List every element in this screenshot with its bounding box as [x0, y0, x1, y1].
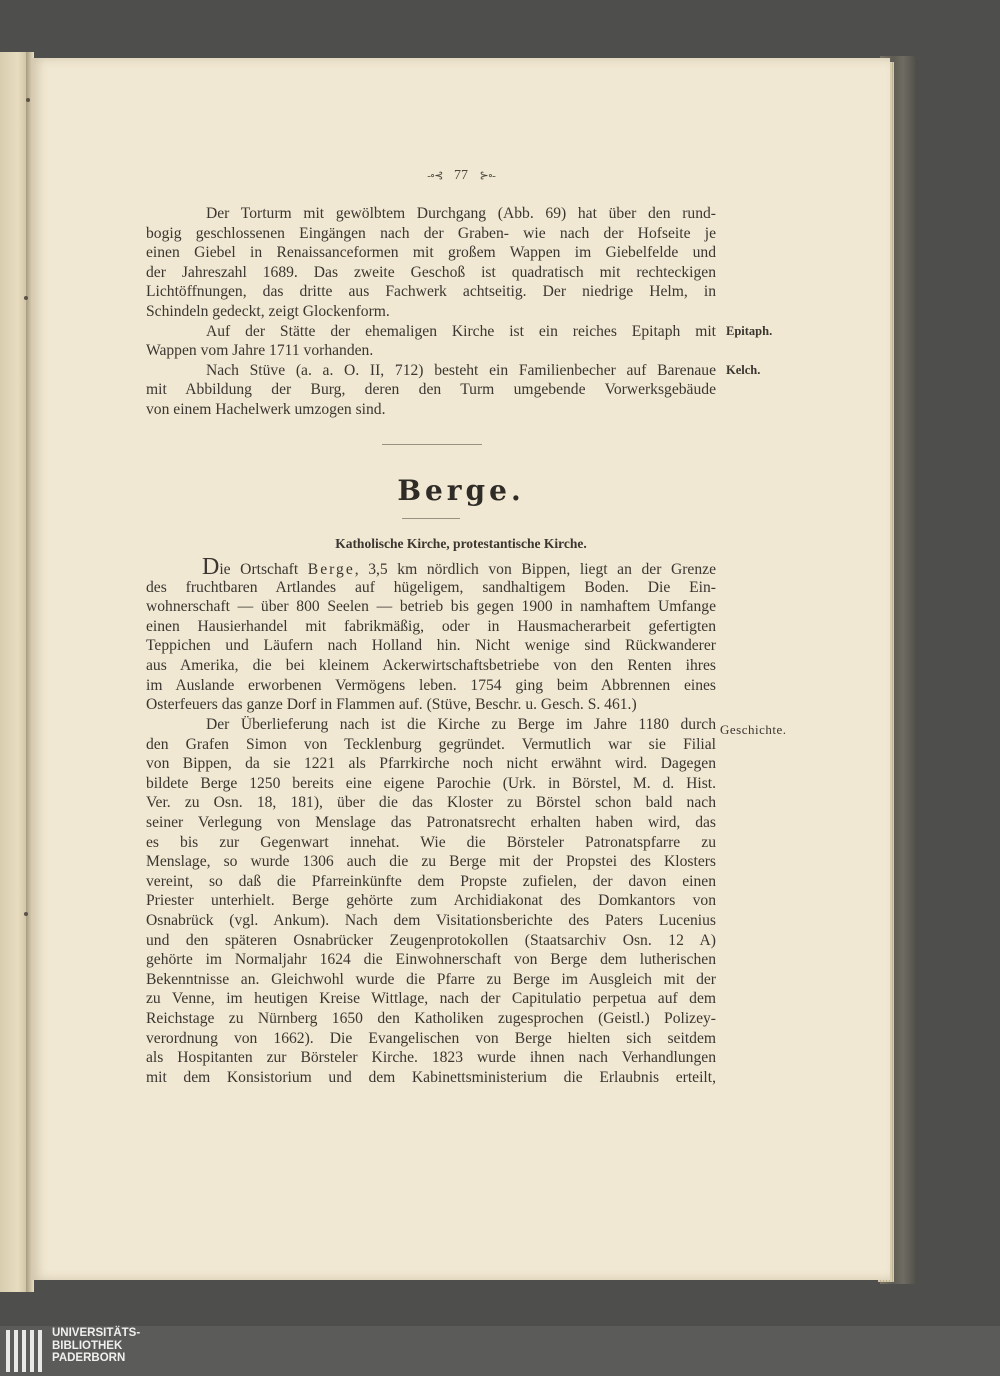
- text-line: bogig geschlossenen Eingängen nach der Graben- wie nach der Hofseite je: [146, 224, 716, 242]
- text-fragment: , 3,5 km nördlich von Bippen, liegt an der Grenze: [354, 561, 716, 578]
- text-line: wohnerschaft — über 800 Seelen — betrieb bis gegen 1900 in namhaftem Umfange: [146, 598, 716, 616]
- text-line: Schindeln gedeckt, zeigt Glockenform.: [146, 302, 390, 320]
- text-line: Ver. zu Osn. 18, 181), über die das Kloster zu Börstel schon bald nach: [146, 794, 716, 812]
- paragraph-torturm: [146, 204, 716, 420]
- book-page: [32, 58, 890, 1280]
- ornament-right: ⊱∘-: [479, 170, 495, 182]
- text-line: des fruchtbaren Artlandes auf hügeligem, sandhaltigem Boden. Die Ein-: [146, 578, 716, 596]
- section-heading: Berge.: [397, 474, 525, 507]
- text-line: einen Giebel in Renaissanceformen mit großem Wappen im Giebelfelde und: [146, 244, 716, 262]
- text-line: vereint, so daß die Pfarreinkünfte dem Propste zufielen, der davon einen: [146, 872, 716, 890]
- text-line: bildete Berge 1250 bereits eine eigene Parochie (Urk. in Börstel, M. d. Hist.: [146, 774, 716, 792]
- paragraph-ueberlieferung: [146, 715, 716, 1087]
- text-line: Osnabrück (vgl. Ankum). Nach dem Visitationsberichte des Paters Lucenius: [146, 911, 716, 929]
- text-line: Wappen vom Jahre 1711 vorhanden.: [146, 342, 374, 360]
- text-line: es bis zur Gegenwart innehat. Wie die Börsteler Patronatspfarre zu: [146, 833, 716, 851]
- page-number-value: 77: [454, 168, 468, 183]
- text-line: von einem Hachelwerk umzogen sind.: [146, 400, 386, 418]
- library-name-line: UNIVERSITÄTS-: [52, 1327, 141, 1339]
- text-line: von Bippen, da sie 1221 als Pfarrkirche noch nicht erwähnt wird. Dagegen: [146, 755, 716, 773]
- margin-note-kelch: Kelch.: [726, 363, 761, 377]
- text-line: den Grafen Simon von Tecklenburg gegründet. Vermutlich war sie Filial: [146, 735, 716, 753]
- library-name-line: PADERBORN: [52, 1352, 126, 1364]
- text-line: Lichtöffnungen, das dritte aus Fachwerk achtseitig. Der niedrige Helm, in: [146, 283, 716, 301]
- margin-note-geschichte: Geschichte.: [720, 722, 787, 737]
- drop-cap: D: [202, 558, 220, 578]
- paragraph-ortschaft: [146, 558, 716, 715]
- text-line: als Hospitanten zur Börsteler Kirche. 1823 wurde ihnen nach Verhandlungen: [146, 1049, 716, 1067]
- library-name-line: BIBLIOTHEK: [52, 1339, 123, 1352]
- heading-underline: [402, 518, 460, 519]
- library-logo-icon: [6, 1330, 46, 1372]
- text-line: Teppichen und Läufern nach Holland hin. Nicht wenige sind Rückwanderer: [146, 637, 716, 655]
- text-line: Osterfeuers das ganze Dorf in Flammen auf. (Stüve, Beschr. u. Gesch. S. 461.): [146, 696, 637, 714]
- text-line: und den späteren Osnabrücker Zeugenprotokollen (Staatsarchiv Osn. 12 A): [146, 931, 716, 949]
- text-line: Auf der Stätte der ehemaligen Kirche ist ein reiches Epitaph mit: [206, 322, 716, 340]
- text-line: aus Amerika, die bei kleinem Ackerwirtschaftsbetriebe von den Renten ihres: [146, 656, 716, 674]
- text-line: seiner Verlegung von Menslage das Patronatsrecht erhalten haben wird, das: [146, 813, 716, 831]
- margin-note-epitaph: Epitaph.: [726, 324, 773, 338]
- text-line: gehörte im Normaljahr 1624 die Einwohnerschaft von Berge dem lutherischen: [146, 951, 716, 969]
- text-line: Der Überlieferung nach ist die Kirche zu Berge im Jahre 1180 durch: [206, 716, 716, 733]
- text-line: zu Venne, im heutigen Kreise Wittlage, nach der Capitulatio perpetua auf dem: [146, 990, 716, 1008]
- text-line: Priester unterhielt. Berge gehörte zum Archidiakonat des Domkantors von: [146, 892, 716, 910]
- text-line: mit dem Konsistorium und dem Kabinettsministerium die Erlaubnis erteilt,: [146, 1068, 716, 1086]
- text-line: Nach Stüve (a. a. O. II, 712) besteht ein Familienbecher auf Barenaue: [206, 361, 716, 379]
- text-line: mit Abbildung der Burg, deren den Turm umgebende Vorwerksgebäude: [146, 381, 716, 399]
- page-number: [32, 168, 890, 184]
- ornament-left: -∘⊰: [427, 170, 443, 182]
- library-footer-bar: [0, 1326, 1000, 1376]
- text-line: Der Torturm mit gewölbtem Durchgang (Abb. 69) hat über den rund-: [206, 205, 716, 222]
- text-line: im Auslande erworbenen Vermögens leben. 1754 ging beim Abbrennen eines: [146, 676, 716, 694]
- library-name: [52, 1327, 140, 1365]
- text-line: einen Hausierhandel mit fabrikmäßig, oder in Hausmacherarbeit gefertigten: [146, 617, 716, 635]
- section-subheading: Katholische Kirche, protestantische Kirche.: [335, 536, 587, 551]
- left-margin-speck: [24, 296, 28, 300]
- text-line-first: [146, 558, 716, 578]
- left-margin-speck: [24, 912, 28, 916]
- section-divider-top: [382, 444, 482, 445]
- spaced-name: Berge: [307, 561, 355, 578]
- text-fragment: ie Ortschaft: [219, 561, 299, 578]
- speck-mark: [26, 98, 30, 102]
- text-line: der Jahreszahl 1689. Das zweite Geschoß ist quadratisch mit rechteckigen: [146, 263, 716, 281]
- text-line: Bekenntnisse an. Gleichwohl wurde die Pfarre zu Berge im Ausgleich mit der: [146, 970, 716, 988]
- text-line: Reichstage zu Nürnberg 1650 den Katholiken zugesprochen (Geistl.) Polizey-: [146, 1009, 716, 1027]
- text-line: verordnung von 1662). Die Evangelischen von Berge hielten sich seitdem: [146, 1029, 716, 1047]
- text-line: Menslage, so wurde 1306 auch die zu Berge mit der Propstei des Klosters: [146, 853, 716, 871]
